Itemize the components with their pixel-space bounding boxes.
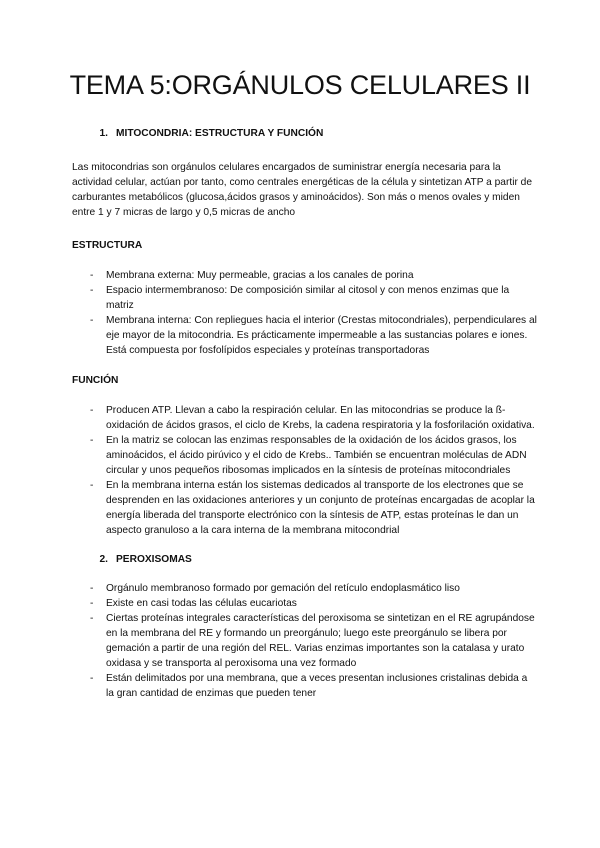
list-item: - Membrana interna: Con repliegues hacia el interior (Crestas mitocondriales), perpendiculares al eje mayor de la mitocondria. Es prácticamente impermeable a las sustancias polares e iones. Está compuesta por fosfolípidos especiales y proteínas transportadoras <box>90 313 538 358</box>
section-2-heading <box>88 552 538 567</box>
list-item: - Existe en casi todas las células eucariotas <box>90 596 538 611</box>
list-item: - Espacio intermembranoso: De composición similar al citosol y con menos enzimas que la matriz <box>90 283 538 313</box>
list-item: - Están delimitados por una membrana, que a veces presentan inclusiones cristalinas debida a la gran cantidad de enzimas que pueden tener <box>90 671 538 701</box>
mitocondria-intro: Las mitocondrias son orgánulos celulares encargados de suministrar energía necesaria para la actividad celular, actúan por tanto, como centrales energéticas de la célula y sintetizan ATP a partir de carburantes metabólicos (glucosa,ácidos grasos y aminoácidos). Son más o menos ovales y miden entre 1 y 7 micras de largo y 0,5 micras de ancho <box>72 162 533 218</box>
section-1-number: 1. <box>99 128 108 139</box>
estructura-list <box>72 268 538 358</box>
funcion-heading: FUNCIÓN <box>72 375 119 386</box>
document-title: TEMA 5:ORGÁNULOS CELULARES II <box>69 70 531 100</box>
section-1-heading <box>88 126 538 141</box>
peroxisomas-list <box>72 581 538 701</box>
funcion-list <box>72 403 538 538</box>
list-item: - Ciertas proteínas integrales características del peroxisoma se sintetizan en el RE agrupándose en la membrana del RE y formando un preorgánulo; luego este preorgánulo se libera por gemación a partir de una región del REL. Varias enzimas importantes son la catalasa y urato oxidasa y se transporta al peroxisoma una vez formado <box>90 611 538 671</box>
list-item: - Producen ATP. Llevan a cabo la respiración celular. En las mitocondrias se produce la ß-oxidación de ácidos grasos, el ciclo de Krebs, la cadena respiratoria y la fosforilación oxidativa. <box>90 403 538 433</box>
list-item: - Membrana externa: Muy permeable, gracias a los canales de porina <box>90 268 538 283</box>
list-item: - Orgánulo membranoso formado por gemación del retículo endoplasmático liso <box>90 581 538 596</box>
document-body <box>72 120 538 701</box>
list-item: - En la matriz se colocan las enzimas responsables de la oxidación de los ácidos grasos, los aminoácidos, el ácido pirúvico y el cido de Krebs.. También se encuentran moléculas de ADN circular y unos pequeños ribosomas implicados en la síntesis de proteínas mitocondriales <box>90 433 538 478</box>
section-2-number: 2. <box>99 554 108 565</box>
section-2-title: PEROXISOMAS <box>116 554 192 565</box>
list-item: - En la membrana interna están los sistemas dedicados al transporte de los electrones que se desprenden en las oxidaciones anteriores y un conjunto de proteínas encargadas de acoplar la energía liberada del transporte electrónico con la síntesis de ATP, estas proteínas le dan un aspecto granuloso a la cara interna de la membrana mitocondrial <box>90 478 538 538</box>
section-1-title: MITOCONDRIA: ESTRUCTURA Y FUNCIÓN <box>116 128 324 139</box>
estructura-heading: ESTRUCTURA <box>72 240 143 251</box>
